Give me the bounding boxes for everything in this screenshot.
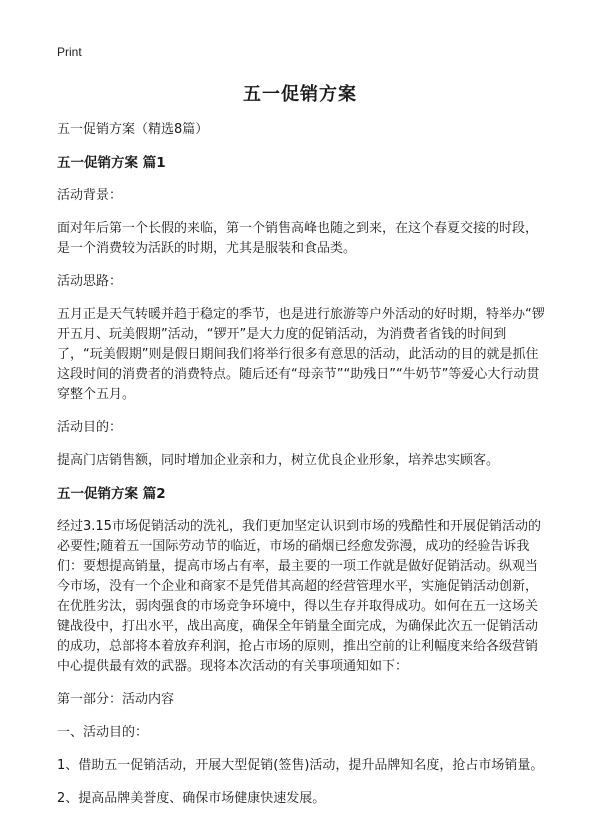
document-body bbox=[57, 120, 545, 822]
paragraph-idea: 五月正是天气转暖并趋于稳定的季节，也是进行旅游等户外活动的好时期，特举办“锣开五月、玩美假期”活动，“锣开”是大力度的促销活动，为消费者省钱的时间到了，“玩美假期”则是假日期间我们将举行很多有意思的活动，此活动的目的就是抓住这段时间的消费者的消费特点。随后还有“母亲节”“助残日”“牛奶节”等爱心大行动贯穿整个五月。 bbox=[57, 307, 545, 402]
label-background: 活动背景： bbox=[57, 188, 123, 203]
label-idea: 活动思路： bbox=[57, 274, 123, 289]
print-link[interactable]: Print bbox=[57, 45, 82, 59]
paragraph-background: 面对年后第一个长假的来临，第一个销售高峰也随之到来，在这个春夏交接的时段，是一个消费较为活跃的时期，尤其是服装和食品类。 bbox=[57, 221, 539, 256]
section-heading-1: 五一促销方案 篇1 bbox=[57, 155, 166, 171]
list-item-2: 2、提高品牌美誉度、确保市场健康快速发展。 bbox=[57, 791, 326, 806]
part-heading: 第一部分：活动内容 bbox=[57, 692, 175, 707]
list-item-1: 1、借助五一促销活动，开展大型促销(签售)活动，提升品牌知名度，抢占市场销量。 bbox=[57, 758, 544, 773]
paragraph-goal: 提高门店销售额，同时增加企业亲和力，树立优良企业形象，培养忠实顾客。 bbox=[57, 453, 500, 468]
section-goal-heading: 一、活动目的： bbox=[57, 725, 149, 740]
subtitle: 五一促销方案（精选8篇） bbox=[57, 122, 209, 137]
label-goal: 活动目的： bbox=[57, 420, 123, 435]
paragraph-intro: 经过3.15市场促销活动的洗礼，我们更加坚定认识到市场的残酷性和开展促销活动的必要性;随着五一国际劳动节的临近，市场的硝烟已经愈发弥漫，成功的经验告诉我们：要想提高销量，提高市场占有率，最主要的一项工作就是做好促销活动。纵观当今市场，没有一个企业和商家不是凭借其高超的经营管理水平，实施促销活动创新，在优胜劣汰，弱肉强食的市场竞争环境中，得以生存并取得成功。如何在五一这场关键战役中，打出水平，战出高度，确保全年销量全面完成，为确保此次五一促销活动的成功，总部将本着放弃利润，抢占市场的原则，推出空前的让利幅度来给各级营销中心提供最有效的武器。现将本次活动的有关事项通知如下： bbox=[57, 519, 541, 674]
section-heading-2: 五一促销方案 篇2 bbox=[57, 486, 166, 502]
document-title: 五一促销方案 bbox=[243, 84, 357, 105]
